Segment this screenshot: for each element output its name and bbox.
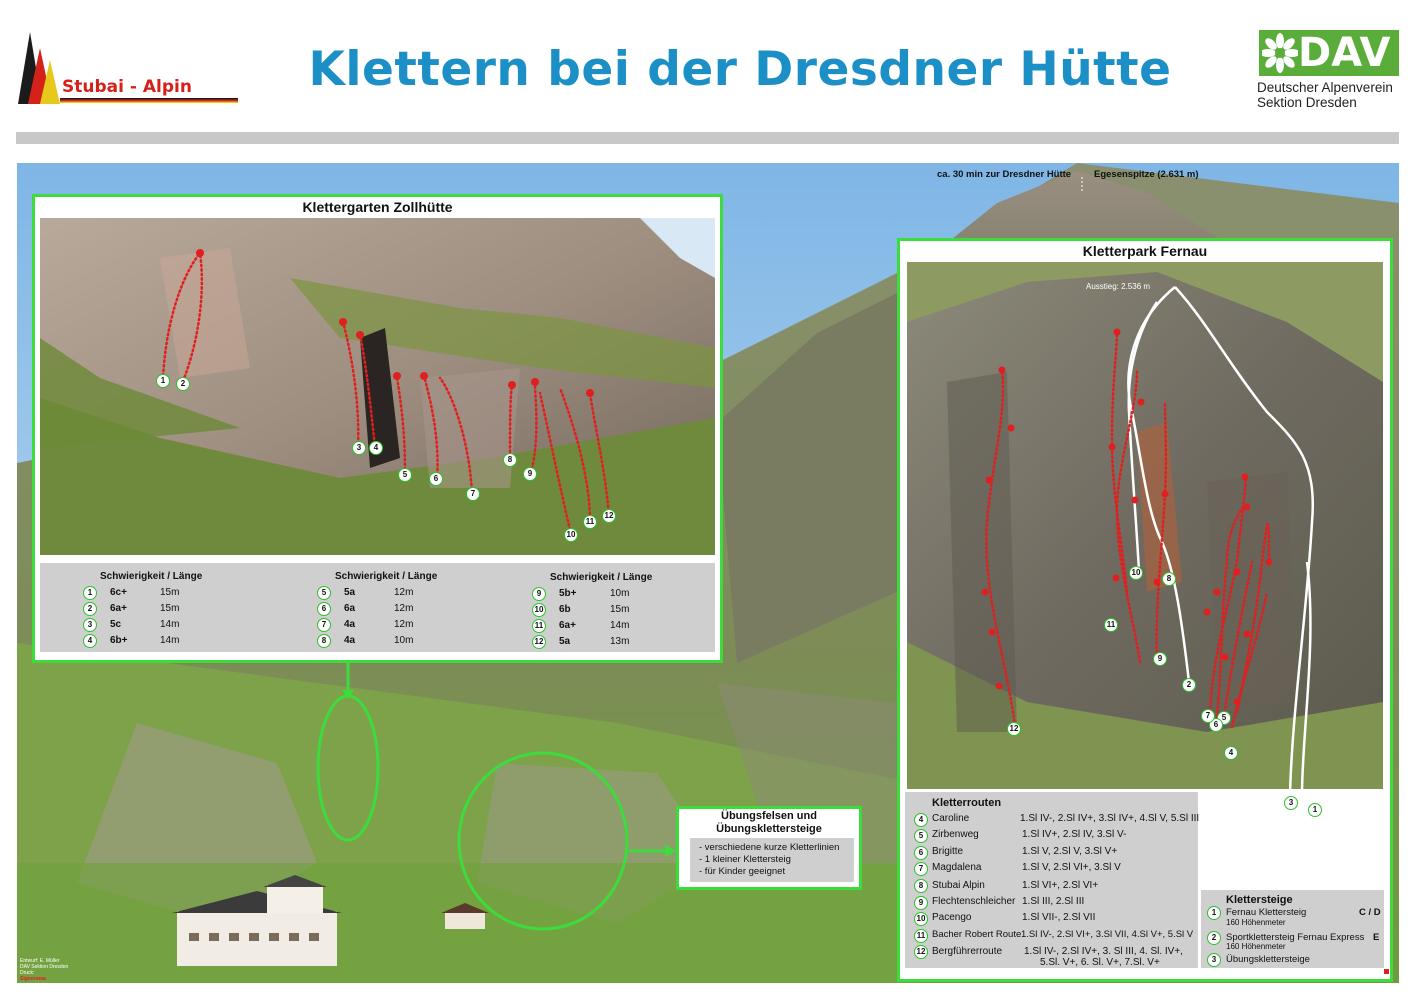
dav-subtitle-line2: Sektion Dresden bbox=[1257, 95, 1357, 110]
fp-marker-2: 2 bbox=[1182, 678, 1196, 692]
zh-row-9-num: 9 bbox=[532, 587, 546, 601]
kr-row-4-grades: 1.Sl V, 2.Sl VI+, 3.Sl V bbox=[1022, 862, 1121, 873]
stubai-logo-stripes bbox=[60, 98, 238, 103]
zh-row-8-length: 10m bbox=[394, 635, 414, 646]
ks-row-2-name: Sportklettersteig Fernau Express bbox=[1226, 932, 1365, 943]
kr-row-5-num: 8 bbox=[914, 879, 928, 893]
exit-label: Ausstieg: 2.536 m bbox=[1086, 282, 1151, 291]
zh-row-8-grade: 4a bbox=[344, 635, 356, 646]
zh-row-3-num: 3 bbox=[83, 618, 97, 632]
ks-row-2-grade: E bbox=[1373, 932, 1380, 943]
zh-row-5-num: 5 bbox=[317, 586, 331, 600]
zh-row-6-grade: 6a bbox=[344, 603, 356, 614]
edelweiss-icon bbox=[1262, 33, 1298, 73]
zollhuette-title: Klettergarten Zollhütte bbox=[302, 199, 453, 215]
zh-row-7-length: 12m bbox=[394, 619, 414, 630]
summit-note: ca. 30 min zur Dresdner Hütte bbox=[937, 169, 1072, 180]
zh-row-1-num: 1 bbox=[83, 586, 97, 600]
ks-row-3-num: 3 bbox=[1207, 953, 1221, 967]
summit-name: Egesenspitze (2.631 m) bbox=[1094, 169, 1199, 180]
kr-row-4-name: Magdalena bbox=[932, 862, 982, 873]
zh-marker-6: 6 bbox=[429, 472, 443, 486]
zh-row-10-length: 15m bbox=[610, 604, 630, 615]
uebung-title bbox=[679, 810, 859, 836]
zh-row-8-num: 8 bbox=[317, 634, 331, 648]
kr-row-2-num: 5 bbox=[914, 829, 928, 843]
zh-row-4-num: 4 bbox=[83, 634, 97, 648]
kr-row-2-name: Zirbenweg bbox=[932, 829, 979, 840]
zh-row-3-length: 14m bbox=[160, 619, 180, 630]
fernau-photo bbox=[907, 262, 1383, 789]
credit-line2: DAV Sektion Dresden bbox=[20, 964, 69, 970]
zh-row-12-length: 13m bbox=[610, 636, 630, 647]
kr-row-7-grades: 1.Sl VII-, 2.Sl VII bbox=[1022, 912, 1096, 923]
zh-row-5-grade: 5a bbox=[344, 587, 356, 598]
dav-subtitle-line1: Deutscher Alpenverein bbox=[1257, 80, 1393, 95]
zh-marker-1: 1 bbox=[156, 374, 170, 388]
zh-row-7-num: 7 bbox=[317, 618, 331, 632]
uebung-title-line1: Übungsfelsen und bbox=[721, 810, 817, 822]
kr-row-6-grades: 1.Sl III, 2.Sl III bbox=[1022, 896, 1085, 907]
uebung-item-2: - 1 kleiner Klettersteig bbox=[699, 854, 791, 865]
zh-marker-12: 12 bbox=[602, 509, 616, 523]
zh-col1-heading: Schwierigkeit / Länge bbox=[100, 571, 203, 582]
zh-row-4-grade: 6b+ bbox=[110, 635, 128, 646]
stubai-logo-text: Stubai - Alpin bbox=[62, 77, 192, 97]
zh-marker-4: 4 bbox=[369, 441, 383, 455]
corner-marker bbox=[1384, 969, 1389, 974]
kr-row-8-grades: 1.Sl IV-, 2.Sl VI+, 3.Sl VII, 4.Sl V+, 5.Sl V bbox=[1021, 929, 1194, 940]
zh-row-10-grade: 6b bbox=[559, 604, 571, 615]
zh-row-1-length: 15m bbox=[160, 587, 180, 598]
zh-row-2-length: 15m bbox=[160, 603, 180, 614]
uebung-title-line2: Übungsklettersteige bbox=[716, 823, 822, 835]
zh-row-12-num: 12 bbox=[532, 635, 546, 649]
fp-marker-11: 11 bbox=[1104, 618, 1118, 632]
kr-row-1-grades: 1.Sl IV-, 2.Sl IV+, 3.Sl IV+, 4.Sl V, 5.Sl III bbox=[1020, 813, 1200, 824]
zh-row-3-grade: 5c bbox=[110, 619, 122, 630]
kr-row-6-name: Flechtenschleicher bbox=[932, 896, 1016, 907]
dav-logo-text: DAV bbox=[1298, 30, 1391, 76]
page-title: Klettern bei der Dresdner Hütte bbox=[308, 42, 1172, 97]
zh-col3-heading: Schwierigkeit / Länge bbox=[550, 572, 653, 583]
kr-row-5-grades: 1.Sl VI+, 2.Sl VI+ bbox=[1022, 880, 1099, 891]
zh-row-11-grade: 6a+ bbox=[559, 620, 576, 631]
zh-row-9-grade: 5b+ bbox=[559, 588, 577, 599]
kletterrouten-heading: Kletterrouten bbox=[932, 797, 1002, 809]
kr-row-3-num: 6 bbox=[914, 846, 928, 860]
credit-line1: Entwurf: E. Müller bbox=[20, 958, 60, 964]
zh-marker-8: 8 bbox=[503, 453, 517, 467]
zh-marker-7: 7 bbox=[466, 487, 480, 501]
zh-row-12-grade: 5a bbox=[559, 636, 571, 647]
header-divider bbox=[16, 132, 1399, 144]
uebung-item-3: - für Kinder geeignet bbox=[699, 866, 786, 877]
kr-row-3-grades: 1.Sl V, 2.Sl V, 3.Sl V+ bbox=[1022, 846, 1118, 857]
kr-row-7-name: Pacengo bbox=[932, 912, 972, 923]
zh-marker-9: 9 bbox=[523, 467, 537, 481]
fp-marker-3: 3 bbox=[1284, 796, 1298, 810]
uebung-list bbox=[699, 842, 839, 878]
stubai-trees-logo bbox=[16, 30, 60, 106]
fp-marker-4: 4 bbox=[1224, 746, 1238, 760]
fp-marker-9: 9 bbox=[1153, 652, 1167, 666]
zh-marker-2: 2 bbox=[176, 377, 190, 391]
kr-row-2-grades: 1.Sl IV+, 2.Sl IV, 3.Sl V- bbox=[1022, 829, 1127, 840]
kr-row-1-num: 4 bbox=[914, 813, 928, 827]
fp-marker-8: 8 bbox=[1162, 572, 1176, 586]
kr-row-9-grades-line2: 5.Sl. V+, 6. Sl. V+, 7.Sl. V+ bbox=[1040, 957, 1160, 968]
zh-col2-heading: Schwierigkeit / Länge bbox=[335, 571, 438, 582]
kr-row-8-num: 11 bbox=[914, 929, 928, 943]
credit-line4: Signorama bbox=[20, 976, 46, 982]
zh-row-5-length: 12m bbox=[394, 587, 414, 598]
kr-row-9-grades: 1.Sl IV-, 2.Sl IV+, 3. Sl III, 4. Sl. IV+, bbox=[1024, 946, 1183, 957]
fp-marker-6: 6 bbox=[1209, 718, 1223, 732]
credits bbox=[20, 958, 68, 982]
uebung-item-1: - verschiedene kurze Kletterlinien bbox=[699, 842, 840, 853]
fp-marker-7: 7 bbox=[1201, 709, 1215, 723]
zh-marker-10: 10 bbox=[564, 528, 578, 542]
zollhuette-photo bbox=[40, 218, 715, 555]
zh-row-9-length: 10m bbox=[610, 588, 630, 599]
ks-row-3-name: Übungsklettersteige bbox=[1226, 954, 1310, 965]
zh-row-4-length: 14m bbox=[160, 635, 180, 646]
kr-row-5-name: Stubai Alpin bbox=[932, 880, 985, 891]
kr-row-6-num: 9 bbox=[914, 896, 928, 910]
ks-row-1-grade: C / D bbox=[1359, 907, 1381, 918]
zh-marker-5: 5 bbox=[398, 468, 412, 482]
fernau-title: Kletterpark Fernau bbox=[1082, 243, 1208, 259]
fp-marker-12: 12 bbox=[1007, 722, 1021, 736]
klettersteige-heading: Klettersteige bbox=[1226, 894, 1293, 906]
kr-row-3-name: Brigitte bbox=[932, 846, 964, 857]
fp-marker-5: 5 bbox=[1217, 711, 1231, 725]
kr-row-4-num: 7 bbox=[914, 862, 928, 876]
zh-row-6-num: 6 bbox=[317, 602, 331, 616]
zh-row-1-grade: 6c+ bbox=[110, 587, 127, 598]
kr-row-1-name: Caroline bbox=[932, 813, 970, 824]
zh-marker-11: 11 bbox=[583, 515, 597, 529]
kr-row-7-num: 10 bbox=[914, 912, 928, 926]
zh-marker-3: 3 bbox=[352, 441, 366, 455]
zh-row-11-num: 11 bbox=[532, 619, 546, 633]
fp-marker-1: 1 bbox=[1308, 803, 1322, 817]
fp-marker-10: 10 bbox=[1129, 566, 1143, 580]
ks-row-1-name: Fernau Klettersteig bbox=[1226, 907, 1307, 918]
zh-row-6-length: 12m bbox=[394, 603, 414, 614]
ks-row-2-sub: 160 Höhenmeter bbox=[1226, 942, 1286, 951]
zh-row-2-grade: 6a+ bbox=[110, 603, 127, 614]
ks-row-2-num: 2 bbox=[1207, 931, 1221, 945]
credit-line3: Druck: bbox=[20, 970, 35, 976]
zh-row-2-num: 2 bbox=[83, 602, 97, 616]
kr-row-9-name: Bergführerroute bbox=[932, 946, 1003, 957]
zh-row-7-grade: 4a bbox=[344, 619, 356, 630]
ks-row-1-num: 1 bbox=[1207, 906, 1221, 920]
zh-row-10-num: 10 bbox=[532, 603, 546, 617]
zh-row-11-length: 14m bbox=[610, 620, 630, 631]
kr-row-8-name: Bacher Robert Route bbox=[932, 929, 1022, 940]
kr-row-9-num: 12 bbox=[914, 945, 928, 959]
ks-row-1-sub: 160 Höhenmeter bbox=[1226, 918, 1286, 927]
